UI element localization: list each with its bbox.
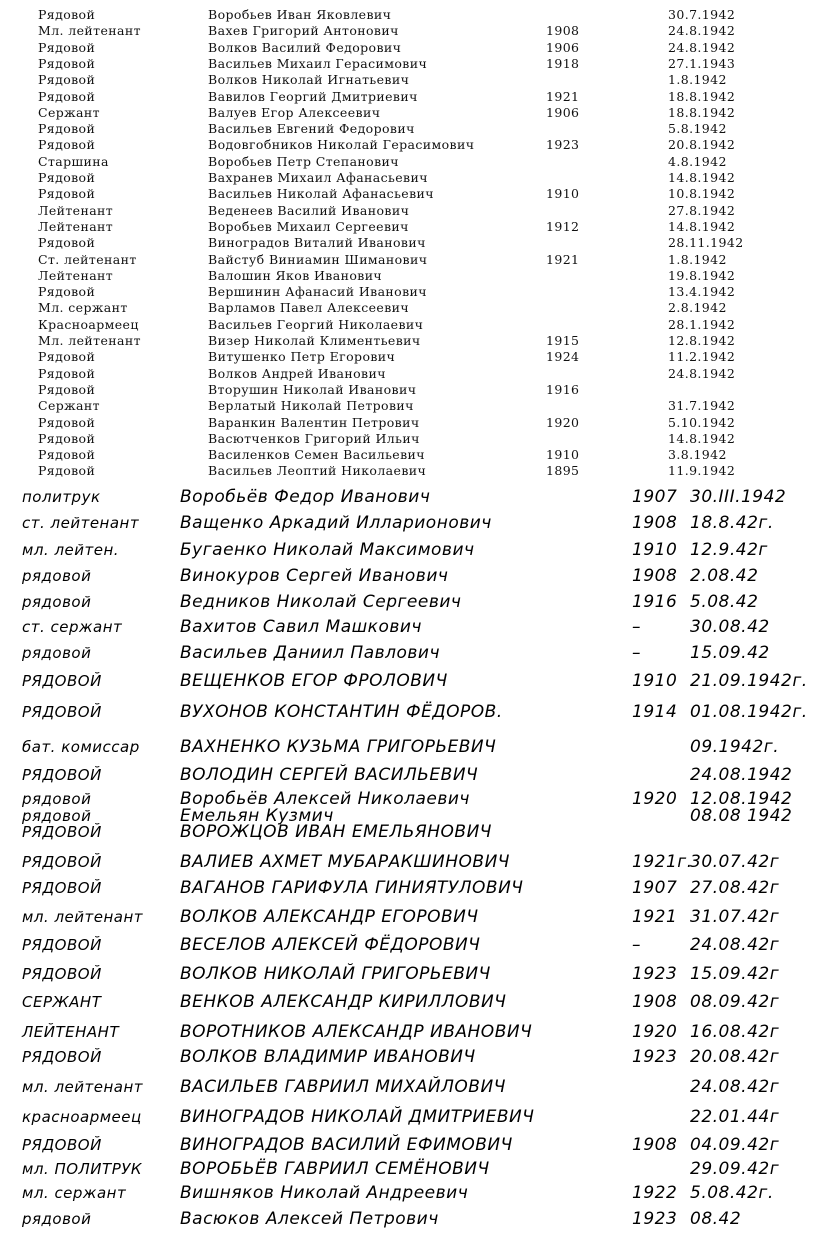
printed-row (0, 186, 817, 202)
date-cell: 01.08.1942г. (690, 702, 808, 722)
date-cell: 20.8.1942 (668, 137, 736, 153)
printed-row (0, 105, 817, 121)
name-cell: Волков Василий Федорович (208, 39, 402, 55)
birth-year-cell: 1916 (632, 592, 678, 612)
rank-cell: РЯДОВОЙ (22, 965, 102, 983)
name-cell: Бугаенко Николай Максимович (180, 540, 475, 560)
date-cell: 09.1942г. (690, 737, 780, 757)
birth-year-cell: – (632, 935, 641, 955)
date-cell: 22.01.44г (690, 1107, 780, 1127)
rank-cell: РЯДОВОЙ (22, 672, 102, 690)
rank-cell: бат. комиссар (22, 738, 140, 756)
handwritten-row (0, 820, 817, 846)
rank-cell: Мл. лейтенант (38, 23, 141, 39)
name-cell: Волков Николай Игнатьевич (208, 72, 410, 88)
name-cell: ВИНОГРАДОВ НИКОЛАЙ ДМИТРИЕВИЧ (180, 1107, 535, 1127)
name-cell: Вишняков Николай Андреевич (180, 1183, 469, 1203)
birth-year-cell: 1914 (632, 702, 678, 722)
rank-cell: РЯДОВОЙ (22, 1136, 102, 1154)
printed-row (0, 154, 817, 170)
rank-cell: Рядовой (38, 55, 96, 71)
name-cell: Васютченков Григорий Ильич (208, 430, 420, 446)
date-cell: 28.11.1942 (668, 235, 744, 251)
rank-cell: Рядовой (38, 349, 96, 365)
rank-cell: Мл. лейтенант (38, 333, 141, 348)
name-cell: ВАХНЕНКО КУЗЬМА ГРИГОРЬЕВИЧ (180, 737, 497, 757)
birth-year-cell: 1921г. (632, 852, 693, 872)
printed-row (0, 7, 817, 23)
rank-cell: Рядовой (38, 447, 96, 463)
rank-cell: РЯДОВОЙ (22, 703, 102, 721)
printed-row (0, 317, 817, 333)
printed-row (0, 349, 817, 365)
name-cell: Вахев Григорий Антонович (208, 23, 399, 39)
name-cell: Вавилов Георгий Дмитриевич (208, 88, 418, 104)
handwritten-row (0, 615, 817, 641)
name-cell: ВАСИЛЬЕВ ГАВРИИЛ МИХАЙЛОВИЧ (180, 1077, 506, 1097)
birth-year-cell: 1906 (546, 39, 580, 55)
date-cell: 3.8.1942 (668, 447, 727, 463)
birth-year-cell: 1908 (632, 992, 678, 1012)
name-cell: Витушенко Петр Егорович (208, 349, 396, 365)
name-cell: ВОРОЖЦОВ ИВАН ЕМЕЛЬЯНОВИЧ (180, 822, 492, 842)
rank-cell: РЯДОВОЙ (22, 823, 102, 841)
name-cell: ВИНОГРАДОВ ВАСИЛИЙ ЕФИМОВИЧ (180, 1135, 513, 1155)
date-cell: 30.III.1942 (690, 487, 787, 507)
printed-row (0, 366, 817, 382)
rank-cell: РЯДОВОЙ (22, 853, 102, 871)
printed-row (0, 89, 817, 105)
date-cell: 21.09.1942г. (690, 671, 808, 691)
birth-year-cell: 1923 (632, 964, 678, 984)
date-cell: 31.7.1942 (668, 398, 736, 414)
date-cell: 2.08.42 (690, 566, 759, 586)
birth-year-cell: – (632, 617, 641, 637)
rank-cell: ст. сержант (22, 618, 123, 636)
name-cell: ВЕЩЕНКОВ ЕГОР ФРОЛОВИЧ (180, 671, 448, 691)
birth-year-cell: 1923 (546, 137, 580, 153)
name-cell: ВОЛКОВ НИКОЛАЙ ГРИГОРЬЕВИЧ (180, 964, 491, 984)
name-cell: Васильев Евгений Федорович (208, 121, 415, 137)
birth-year-cell: 1906 (546, 104, 580, 120)
rank-cell: Рядовой (38, 88, 96, 104)
name-cell: ВОЛКОВ АЛЕКСАНДР ЕГОРОВИЧ (180, 907, 479, 927)
birth-year-cell: 1922 (632, 1183, 678, 1203)
birth-year-cell: – (632, 643, 641, 663)
handwritten-row (0, 735, 817, 761)
date-cell: 14.8.1942 (668, 218, 736, 234)
handwritten-row (0, 1020, 817, 1046)
date-cell: 24.08.1942 (690, 765, 793, 785)
birth-year-cell: 1910 (546, 447, 580, 463)
date-cell: 24.8.1942 (668, 365, 736, 381)
birth-year-cell: 1907 (632, 487, 678, 507)
rank-cell: рядовой (22, 644, 92, 662)
date-cell: 28.1.1942 (668, 316, 736, 332)
date-cell: 30.7.1942 (668, 7, 736, 22)
date-cell: 30.08.42 (690, 617, 770, 637)
birth-year-cell: 1920 (546, 414, 580, 430)
printed-row (0, 219, 817, 235)
handwritten-row (0, 1133, 817, 1159)
name-cell: ВОЛОДИН СЕРГЕЙ ВАСИЛЬЕВИЧ (180, 765, 479, 785)
date-cell: 08.08 1942 (690, 806, 793, 826)
rank-cell: рядовой (22, 807, 92, 825)
printed-row (0, 40, 817, 56)
name-cell: Виноградов Виталий Иванович (208, 235, 426, 251)
rank-cell: Рядовой (38, 414, 96, 430)
birth-year-cell: 1923 (632, 1047, 678, 1067)
rank-cell: рядовой (22, 790, 92, 808)
rank-cell: Рядовой (38, 72, 96, 88)
date-cell: 27.1.1943 (668, 55, 736, 71)
date-cell: 24.8.1942 (668, 23, 736, 39)
handwritten-row (0, 990, 817, 1016)
rank-cell: РЯДОВОЙ (22, 936, 102, 954)
birth-year-cell: 1910 (546, 186, 580, 202)
rank-cell: Сержант (38, 104, 100, 120)
date-cell: 15.09.42г (690, 964, 780, 984)
name-cell: ВЕНКОВ АЛЕКСАНДР КИРИЛЛОВИЧ (180, 992, 507, 1012)
birth-year-cell: 1918 (546, 55, 580, 71)
birth-year-cell: 1920 (632, 789, 678, 809)
name-cell: Васюков Алексей Петрович (180, 1209, 439, 1229)
rank-cell: политрук (22, 488, 101, 506)
rank-cell: мл. лейтен. (22, 541, 120, 559)
name-cell: Воробьёв Федор Иванович (180, 487, 431, 507)
date-cell: 1.8.1942 (668, 72, 727, 88)
date-cell: 24.08.42г (690, 935, 780, 955)
date-cell: 20.08.42г (690, 1047, 780, 1067)
date-cell: 5.8.1942 (668, 121, 727, 137)
rank-cell: Рядовой (38, 7, 96, 22)
name-cell: Вайстуб Виниамин Шиманович (208, 251, 428, 267)
name-cell: Васильев Леоптий Николаевич (208, 463, 427, 479)
handwritten-row (0, 1105, 817, 1131)
name-cell: Валошин Яков Иванович (208, 267, 383, 283)
rank-cell: Сержант (38, 398, 100, 414)
printed-row (0, 121, 817, 137)
name-cell: Васильев Георгий Николаевич (208, 316, 424, 332)
rank-cell: Рядовой (38, 137, 96, 153)
printed-row (0, 300, 817, 316)
printed-row (0, 398, 817, 414)
birth-year-cell: 1921 (632, 907, 678, 927)
date-cell: 24.08.42г (690, 1077, 780, 1097)
date-cell: 30.07.42г (690, 852, 780, 872)
name-cell: ВЕСЕЛОВ АЛЕКСЕЙ ФЁДОРОВИЧ (180, 935, 481, 955)
rank-cell: мл. лейтенант (22, 908, 144, 926)
name-cell: Ведников Николай Сергеевич (180, 592, 462, 612)
date-cell: 27.08.42г (690, 878, 780, 898)
rank-cell: красноармеец (22, 1108, 142, 1126)
name-cell: ВОЛКОВ ВЛАДИМИР ИВАНОВИЧ (180, 1047, 476, 1067)
handwritten-row (0, 850, 817, 876)
birth-year-cell: 1921 (546, 88, 580, 104)
handwritten-row (0, 1075, 817, 1101)
date-cell: 24.8.1942 (668, 39, 736, 55)
rank-cell: Лейтенант (38, 218, 114, 234)
rank-cell: рядовой (22, 593, 92, 611)
handwritten-row (0, 511, 817, 537)
rank-cell: Лейтенант (38, 267, 114, 283)
handwritten-row (0, 962, 817, 988)
handwritten-row (0, 1045, 817, 1071)
name-cell: Вершинин Афанасий Иванович (208, 284, 427, 300)
rank-cell: Рядовой (38, 284, 96, 300)
name-cell: Верлатый Николай Петрович (208, 398, 414, 414)
name-cell: Валуев Егор Алексеевич (208, 104, 381, 120)
name-cell: Водовгобников Николай Герасимович (208, 137, 475, 153)
rank-cell: мл. лейтенант (22, 1078, 144, 1096)
rank-cell: Рядовой (38, 186, 96, 202)
rank-cell: Рядовой (38, 121, 96, 137)
name-cell: Воробьёв Алексей Николаевич (180, 789, 470, 809)
rank-cell: ст. лейтенант (22, 514, 140, 532)
date-cell: 04.09.42г (690, 1135, 780, 1155)
date-cell: 1.8.1942 (668, 251, 727, 267)
rank-cell: Рядовой (38, 430, 96, 446)
date-cell: 19.8.1942 (668, 267, 736, 283)
birth-year-cell: 1910 (632, 671, 678, 691)
birth-year-cell: 1920 (632, 1022, 678, 1042)
birth-year-cell: 1921 (546, 251, 580, 267)
name-cell: ВУХОНОВ КОНСТАНТИН ФЁДОРОВ. (180, 702, 503, 722)
printed-row (0, 137, 817, 153)
printed-row (0, 72, 817, 88)
rank-cell: Старшина (38, 153, 109, 169)
date-cell: 2.8.1942 (668, 300, 727, 316)
rank-cell: рядовой (22, 567, 92, 585)
handwritten-row (0, 763, 817, 789)
date-cell: 11.2.1942 (668, 349, 736, 365)
rank-cell: Мл. сержант (38, 300, 128, 316)
handwritten-row (0, 700, 817, 726)
date-cell: 5.08.42г. (690, 1183, 774, 1203)
date-cell: 18.8.1942 (668, 104, 736, 120)
handwritten-row (0, 641, 817, 667)
rank-cell: Лейтенант (38, 202, 114, 218)
handwritten-row (0, 590, 817, 616)
date-cell: 4.8.1942 (668, 153, 727, 169)
birth-year-cell: 1895 (546, 463, 580, 479)
rank-cell: Рядовой (38, 381, 96, 397)
printed-row (0, 284, 817, 300)
printed-row (0, 252, 817, 268)
date-cell: 10.8.1942 (668, 186, 736, 202)
date-cell: 13.4.1942 (668, 284, 736, 300)
printed-row (0, 333, 817, 349)
birth-year-cell: 1924 (546, 349, 580, 365)
printed-row (0, 382, 817, 398)
date-cell: 12.8.1942 (668, 333, 736, 348)
printed-row (0, 463, 817, 479)
name-cell: Вторушин Николай Иванович (208, 381, 417, 397)
rank-cell: мл. сержант (22, 1184, 127, 1202)
name-cell: Варанкин Валентин Петрович (208, 414, 420, 430)
rank-cell: Рядовой (38, 365, 96, 381)
birth-year-cell: 1908 (632, 513, 678, 533)
date-cell: 31.07.42г (690, 907, 780, 927)
date-cell: 14.8.1942 (668, 170, 736, 185)
date-cell: 08.09.42г (690, 992, 780, 1012)
printed-row (0, 56, 817, 72)
name-cell: Ващенко Аркадий Илларионович (180, 513, 492, 533)
birth-year-cell: 1916 (546, 381, 580, 397)
name-cell: Васильев Михаил Герасимович (208, 55, 428, 71)
name-cell: Воробьев Михаил Сергеевич (208, 218, 409, 234)
birth-year-cell: 1910 (632, 540, 678, 560)
date-cell: 5.10.1942 (668, 414, 736, 430)
date-cell: 5.08.42 (690, 592, 759, 612)
name-cell: ВАГАНОВ ГАРИФУЛА ГИНИЯТУЛОВИЧ (180, 878, 524, 898)
name-cell: Винокуров Сергей Иванович (180, 566, 449, 586)
name-cell: ВАЛИЕВ АХМЕТ МУБАРАКШИНОВИЧ (180, 852, 510, 872)
rank-cell: РЯДОВОЙ (22, 766, 102, 784)
name-cell: Васильев Даниил Павлович (180, 643, 441, 663)
rank-cell: рядовой (22, 1210, 92, 1228)
birth-year-cell: 1923 (632, 1209, 678, 1229)
name-cell: Василенков Семен Васильевич (208, 447, 425, 463)
date-cell: 29.09.42г (690, 1159, 780, 1179)
handwritten-row (0, 485, 817, 511)
birth-year-cell: 1912 (546, 218, 580, 234)
birth-year-cell: 1907 (632, 878, 678, 898)
handwritten-row (0, 1207, 817, 1233)
rank-cell: ЛЕЙТЕНАНТ (22, 1023, 120, 1041)
date-cell: 11.9.1942 (668, 463, 736, 479)
name-cell: Васильев Николай Афанасьевич (208, 186, 434, 202)
handwritten-row (0, 1181, 817, 1207)
rank-cell: Рядовой (38, 39, 96, 55)
name-cell: Воробьев Иван Яковлевич (208, 7, 392, 22)
name-cell: Варламов Павел Алексеевич (208, 300, 410, 316)
date-cell: 16.08.42г (690, 1022, 780, 1042)
rank-cell: Ст. лейтенант (38, 251, 137, 267)
rank-cell: РЯДОВОЙ (22, 879, 102, 897)
printed-row (0, 268, 817, 284)
rank-cell: Рядовой (38, 235, 96, 251)
date-cell: 14.8.1942 (668, 430, 736, 446)
name-cell: ВОРОБЬЁВ ГАВРИИЛ СЕМЁНОВИЧ (180, 1159, 490, 1179)
handwritten-row (0, 905, 817, 931)
birth-year-cell: 1908 (632, 1135, 678, 1155)
handwritten-row (0, 669, 817, 695)
date-cell: 15.09.42 (690, 643, 770, 663)
printed-row (0, 447, 817, 463)
rank-cell: СЕРЖАНТ (22, 993, 102, 1011)
date-cell: 18.8.1942 (668, 88, 736, 104)
name-cell: Вахранев Михаил Афанасьевич (208, 170, 428, 185)
handwritten-row (0, 538, 817, 564)
birth-year-cell: 1915 (546, 333, 580, 348)
rank-cell: Рядовой (38, 170, 96, 185)
name-cell: Воробьев Петр Степанович (208, 153, 399, 169)
date-cell: 18.8.42г. (690, 513, 774, 533)
printed-row (0, 23, 817, 39)
birth-year-cell: 1908 (632, 566, 678, 586)
name-cell: ВОРОТНИКОВ АЛЕКСАНДР ИВАНОВИЧ (180, 1022, 533, 1042)
name-cell: Вахитов Савил Машкович (180, 617, 422, 637)
date-cell: 12.9.42г (690, 540, 768, 560)
printed-row (0, 170, 817, 186)
handwritten-row (0, 1157, 817, 1183)
handwritten-row (0, 933, 817, 959)
handwritten-row (0, 876, 817, 902)
rank-cell: мл. ПОЛИТРУК (22, 1160, 143, 1178)
name-cell: Визер Николай Климентьевич (208, 333, 421, 348)
date-cell: 27.8.1942 (668, 202, 736, 218)
rank-cell: Рядовой (38, 463, 96, 479)
name-cell: Волков Андрей Иванович (208, 365, 386, 381)
birth-year-cell: 1908 (546, 23, 580, 39)
rank-cell: Красноармеец (38, 316, 139, 332)
date-cell: 08.42 (690, 1209, 742, 1229)
date-cell: 12.08.1942 (690, 789, 793, 809)
rank-cell: РЯДОВОЙ (22, 1048, 102, 1066)
name-cell: Веденеев Василий Иванович (208, 202, 410, 218)
printed-row (0, 235, 817, 251)
handwritten-row (0, 564, 817, 590)
printed-row (0, 415, 817, 431)
printed-row (0, 431, 817, 447)
name-cell: Емельян Кузмич (180, 806, 334, 826)
printed-row (0, 203, 817, 219)
